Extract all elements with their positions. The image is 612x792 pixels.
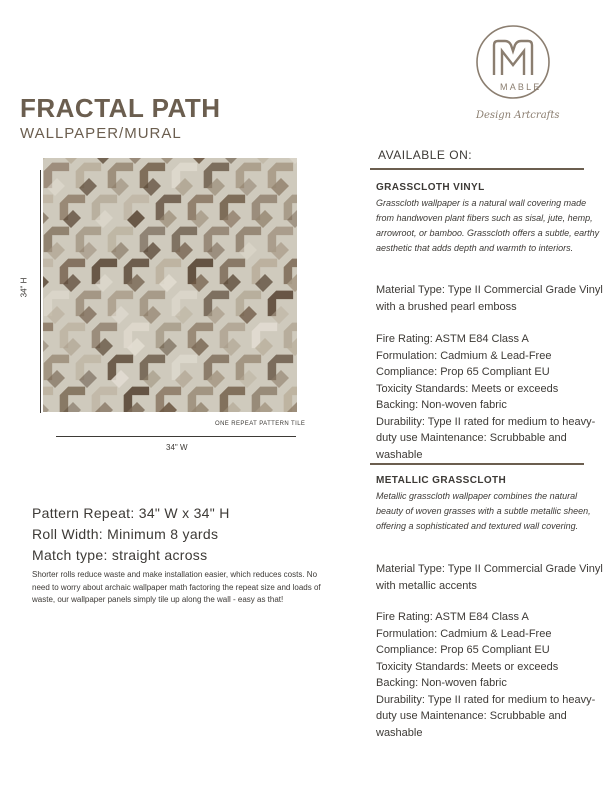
divider	[370, 463, 584, 465]
material-type: Material Type: Type II Commercial Grade Vinyl with metallic accents	[376, 563, 603, 592]
divider	[370, 168, 584, 170]
formulation: Formulation: Cadmium & Lead-Free	[376, 349, 552, 362]
height-dimension-line	[40, 170, 41, 413]
backing: Backing: Non-woven fabric	[376, 677, 507, 689]
grasscloth-vinyl-specs	[376, 331, 606, 463]
install-description: Shorter rolls reduce waste and make installation easier, which reduces costs. No need to worry about archaic wallpaper math factoring the repeat size and loads of waste, our wallpaper panels simply tile up along the wall - easy as that!	[32, 570, 321, 604]
metallic-grasscloth-description: Metallic grasscloth wallpaper combines the natural beauty of woven grasses with a subtle metallic sheen, offering a sophisticated and textured wall covering.	[376, 491, 591, 531]
width-dimension-line	[56, 436, 296, 437]
material-type: Material Type: Type II Commercial Grade Vinyl with a brushed pearl emboss	[376, 284, 603, 313]
compliance: Compliance: Prop 65 Compliant EU	[376, 366, 550, 378]
pattern-tile-image	[43, 158, 297, 412]
fire-rating: Fire Rating: ASTM E84 Class A	[376, 333, 529, 345]
width-dimension-label: 34" W	[166, 443, 188, 452]
durability: Durability: Type II rated for medium to heavy-duty use Maintenance: Scrubbable and washable	[376, 415, 596, 461]
grasscloth-vinyl-description: Grasscloth wallpaper is a natural wall covering made from handwoven plant fibers such as sisal, jute, hemp, arrowroot, or bamboo. Grasscloth offers a subtle, earthy aesthetic that adds depth and warmth to interiors.	[376, 198, 600, 253]
formulation: Formulation: Cadmium & Lead-Free	[376, 627, 552, 640]
roll-width-spec: Roll Width: Minimum 8 yards	[32, 526, 219, 542]
toxicity: Toxicity Standards: Meets or exceeds	[376, 660, 559, 673]
fire-rating: Fire Rating: ASTM E84 Class A	[376, 611, 529, 623]
tile-caption: ONE REPEAT PATTERN TILE	[215, 421, 306, 427]
toxicity: Toxicity Standards: Meets or exceeds	[376, 382, 559, 395]
backing: Backing: Non-woven fabric	[376, 399, 507, 411]
height-dimension-label: 34" H	[19, 277, 29, 298]
match-type-spec: Match type: straight across	[32, 547, 208, 563]
product-title: FRACTAL PATH	[20, 93, 221, 123]
durability: Durability: Type II rated for medium to heavy-duty use Maintenance: Scrubbable and washable	[376, 693, 596, 739]
brand-tagline: Design Artcrafts	[476, 110, 560, 121]
compliance: Compliance: Prop 65 Compliant EU	[376, 644, 550, 656]
pattern-repeat-spec: Pattern Repeat: 34" W x 34" H	[32, 505, 230, 521]
grasscloth-vinyl-title: GRASSCLOTH VINYL	[376, 182, 485, 193]
product-subtitle: WALLPAPER/MURAL	[20, 125, 182, 142]
metallic-grasscloth-material	[376, 561, 606, 594]
metallic-grasscloth-title: METALLIC GRASSCLOTH	[376, 475, 507, 486]
available-on-heading: AVAILABLE ON:	[378, 148, 473, 162]
metallic-grasscloth-specs	[376, 609, 606, 741]
brand-name: MABLE	[500, 82, 542, 92]
grasscloth-vinyl-material	[376, 282, 606, 315]
